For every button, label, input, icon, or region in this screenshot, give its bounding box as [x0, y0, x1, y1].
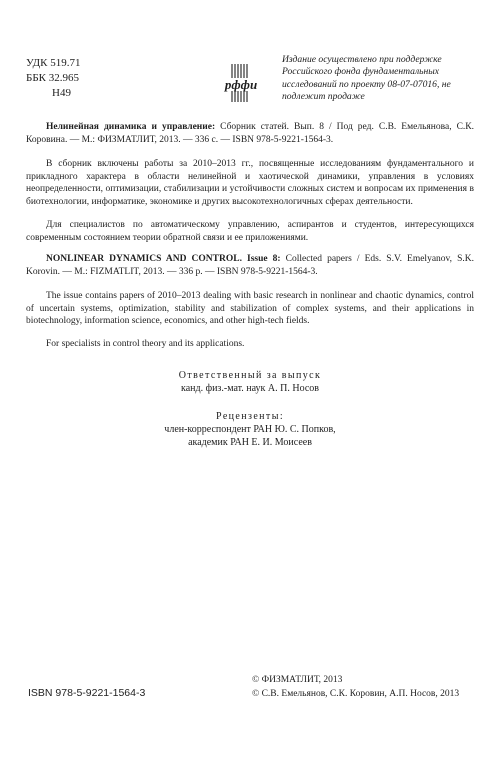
ru-bibliographic-entry: [26, 121, 474, 146]
copyright-authors: © С.В. Емельянов, С.К. Коровин, А.П. Носов, 2013: [252, 689, 460, 699]
ru-abstract: В сборник включены работы за 2010–2013 гг., посвященные исследованиям фундаментального и прикладного характера в области нелинейной и хаотической динамики, управления в условиях неопределенности, оптимизации, стабилизации и устойчивости сложных систем и вопросам их применения в биотехнологии, информатике, экономике и других высокотехнологичных сферах деятельности.: [26, 159, 474, 207]
reviewer-2: академик РАН Е. И. Моисеев: [188, 437, 312, 448]
en-title: NONLINEAR DYNAMICS AND CONTROL. Issue 8:: [46, 254, 281, 264]
reviewers-list: [26, 423, 474, 449]
rffi-logo-text: рффи: [224, 77, 258, 92]
isbn-bottom: ISBN 978-5-9221-1564-3: [28, 687, 146, 699]
responsible-heading: Ответственный за выпуск: [178, 370, 322, 381]
reviewers-heading: Рецензенты:: [215, 411, 285, 422]
author-mark: Н49: [52, 87, 71, 99]
en-citation: Collected papers / Eds. S.V. Emelyanov, S.K. Korovin. — M.: FIZMATLIT, 2013. — 336 p. — ISBN 978-5-9221-1564-3.: [26, 254, 474, 277]
ru-title: Нелинейная динамика и управление:: [46, 122, 216, 132]
ru-citation: Сборник статей. Вып. 8 / Под ред. С.В. Емельянова, С.К. Коровина. — М.: ФИЗМАТЛИТ, 2013. — 336 с. — ISBN 978-5-9221-1564-3.: [26, 122, 475, 145]
ru-audience: Для специалистов по автоматическому управлению, аспирантов и студентов, интересующихся современным состоянием теории обратной связи и ее приложениями.: [26, 220, 474, 243]
reviewer-1: член-корреспондент РАН Ю. С. Попков,: [164, 424, 336, 435]
copyright-publisher: © ФИЗМАТЛИТ, 2013: [252, 675, 343, 685]
en-abstract: The issue contains papers of 2010–2013 dealing with basic research in nonlinear and chaotic dynamics, control of uncertain systems, optimization, stability and stabilization of complex systems, and their applications in biotechnology, information science, economics, and other high-tech fields.: [26, 291, 474, 326]
responsible-name: канд. физ.-мат. наук А. П. Носов: [181, 383, 319, 394]
en-bibliographic-entry: [26, 253, 474, 278]
copyright-block: [252, 673, 459, 701]
support-note: Издание осуществлено при поддержке Российского фонда фундаментальных исследований по проекту 08-07-07016, не подлежит продаже: [282, 54, 451, 103]
rffi-logo: [212, 64, 270, 102]
classification-codes: [26, 56, 81, 101]
en-audience: For specialists in control theory and its applications.: [46, 339, 245, 349]
bbk-code: ББК 32.965: [26, 72, 79, 84]
udk-code: УДК 519.71: [26, 57, 81, 69]
